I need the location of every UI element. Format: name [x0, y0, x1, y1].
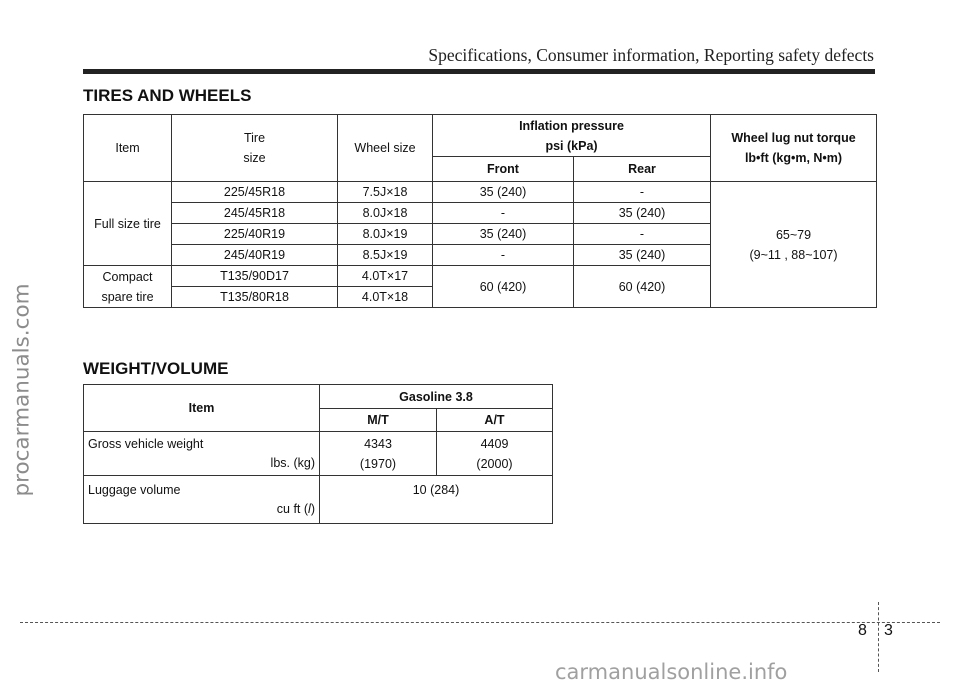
header-title: Specifications, Consumer information, Reporting safety defects [428, 45, 874, 65]
full-size-tire-label: Full size tire [84, 182, 172, 266]
rear-pressure-cell: 35 (240) [574, 245, 711, 266]
luggage-volume-value: 10 (284) [320, 476, 553, 524]
page-number: 3 [884, 622, 893, 639]
front-pressure-cell: 35 (240) [433, 224, 574, 245]
header-inflation: Inflation pressure psi (kPa) [433, 115, 711, 157]
tires-table [83, 114, 877, 308]
header-engine: Gasoline 3.8 [320, 385, 553, 409]
gross-vehicle-weight-label: Gross vehicle weight lbs. (kg) [84, 432, 320, 476]
wheel-size-cell: 8.0J×18 [338, 203, 433, 224]
footer-divider [878, 602, 879, 672]
weight-header-row [84, 385, 553, 409]
weight-section-title: WEIGHT/VOLUME [83, 359, 229, 378]
header-item: Item [84, 385, 320, 432]
at-weight-cell: 4409 (2000) [437, 432, 553, 476]
torque-value-cell: 65~79 (9~11 , 88~107) [711, 182, 877, 308]
header-torque: Wheel lug nut torque lb•ft (kg•m, N•m) [711, 115, 877, 182]
front-pressure-cell: 35 (240) [433, 182, 574, 203]
tire-size-cell: T135/90D17 [172, 266, 338, 287]
tire-size-cell: 245/40R19 [172, 245, 338, 266]
compact-rear-pressure-cell: 60 (420) [574, 266, 711, 308]
wheel-size-cell: 4.0T×18 [338, 287, 433, 308]
luggage-volume-label: Luggage volume cu ft (l) [84, 476, 320, 524]
page-chapter: 8 [858, 622, 867, 639]
weight-table [83, 384, 553, 524]
front-pressure-cell: - [433, 245, 574, 266]
wheel-size-cell: 7.5J×18 [338, 182, 433, 203]
wheel-size-cell: 4.0T×17 [338, 266, 433, 287]
mt-weight-cell: 4343 (1970) [320, 432, 437, 476]
tires-section-title: TIRES AND WHEELS [83, 86, 252, 105]
unit-label: lbs. (kg) [270, 455, 315, 470]
front-pressure-cell: - [433, 203, 574, 224]
tire-size-cell: 225/45R18 [172, 182, 338, 203]
table-row [84, 182, 877, 203]
unit-label: cu ft (l) [276, 501, 315, 516]
tire-size-cell: 225/40R19 [172, 224, 338, 245]
bottom-watermark: carmanualsonline.info [555, 660, 788, 684]
tires-header-row [84, 115, 877, 157]
wheel-size-cell: 8.5J×19 [338, 245, 433, 266]
header-rear: Rear [574, 157, 711, 182]
tire-size-cell: 245/45R18 [172, 203, 338, 224]
compact-front-pressure-cell: 60 (420) [433, 266, 574, 308]
rear-pressure-cell: 35 (240) [574, 203, 711, 224]
header-mt: M/T [320, 409, 437, 432]
table-row [84, 432, 553, 476]
header-front: Front [433, 157, 574, 182]
tire-size-cell: T135/80R18 [172, 287, 338, 308]
footer-rule [20, 622, 940, 623]
header-tire-size: Tire size [172, 115, 338, 182]
rear-pressure-cell: - [574, 224, 711, 245]
header-item: Item [84, 115, 172, 182]
wheel-size-cell: 8.0J×19 [338, 224, 433, 245]
compact-spare-tire-label: Compact spare tire [84, 266, 172, 308]
table-row [84, 476, 553, 524]
header-wheel-size: Wheel size [338, 115, 433, 182]
rear-pressure-cell: - [574, 182, 711, 203]
header-at: A/T [437, 409, 553, 432]
header-rule [83, 69, 875, 74]
